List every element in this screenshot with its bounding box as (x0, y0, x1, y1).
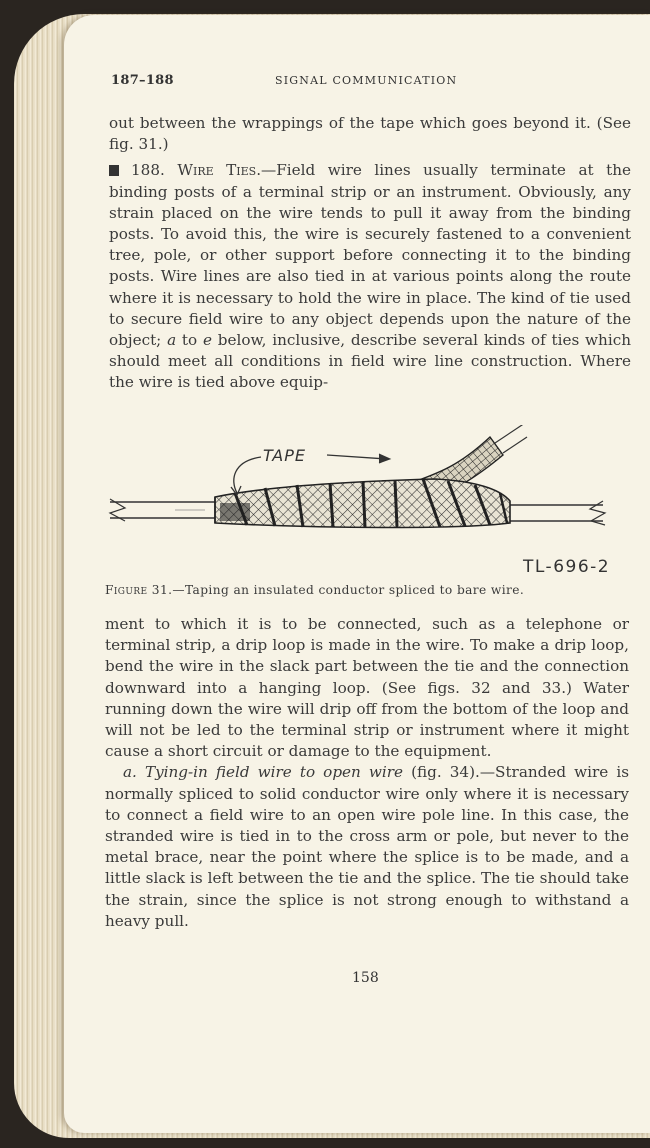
chapter-title: SIGNAL COMMUNICATION (275, 74, 458, 87)
bare-wire-left (110, 499, 225, 521)
paragraph-continuation: out between the wrappings of the tape which goes beyond it. (See fig. 31.) (109, 114, 631, 154)
figure-caption-text: —Taping an insulated conductor spliced to bare wire. (172, 583, 525, 597)
bare-wire-right (505, 501, 605, 525)
figure-31-illustration (105, 425, 635, 570)
tape-label: TAPE (263, 446, 307, 465)
paragraph-item-a (105, 762, 629, 932)
connector-to: to (176, 331, 203, 350)
paragraph-188 (109, 160, 631, 393)
section-heading: Wire Ties. (177, 161, 262, 180)
taped-splice (215, 479, 510, 528)
taped-splice-drawing (105, 425, 635, 570)
body-text-bottom (105, 614, 629, 932)
paragraph-188-text: —Field wire lines usually terminate at the binding posts of a terminal strip or an instrument. Obviously, any strain placed on the wire tends to pull it away from the binding posts. To avoid this, the wire is securely fastened to a convenient tree, pole, or other support before connecting it to the binding posts. Wire lines are also tied in at various points along the route where it is necessary to hold the wire in place. The kind of tie used to secure field wire to any object depends upon the nature of the object; (109, 161, 631, 350)
paragraph-drip-loop: ment to which it is to be connected, such as a telephone or terminal strip, a drip loop is made in the wire. To make a drip loop, bend the wire in the slack part between the tie and the connection downward into a hanging loop. (See figs. 32 and 33.) Water running down the wire will drip off from the bottom of the loop and will not be led to the terminal strip or instrument where it might cause a short circuit or damage to the equipment. (105, 615, 629, 761)
paragraph-188-text-end: below, inclusive, describe several kinds of ties which should meet all conditions in field wire line construction. Where the wire is tied above equip- (109, 331, 631, 392)
page-number: 158 (352, 970, 379, 986)
item-a-text: .—Stranded wire is normally spliced to solid conductor wire only where it is necessary to connect a field wire to an open wire pole line. In this case, the stranded wire is tied in to the cross arm or pole, but never to the metal brace, near the point where the splice is to be made, and a little slack is left between the tie and the splice. The tie should take the strain, since the splice is not strong enough to withstand a heavy pull. (105, 763, 630, 930)
item-letter-e: e (202, 331, 212, 350)
section-number: 188. (131, 161, 165, 180)
figure-label: Figure 31. (105, 583, 173, 597)
figure-reference-id: TL-696-2 (523, 557, 611, 577)
item-letter-a: a (167, 331, 177, 350)
body-text-top (109, 113, 631, 394)
item-a-figure-ref: (fig. 34) (403, 763, 476, 782)
section-marker-icon (109, 165, 119, 176)
item-a-heading: a. Tying-in field wire to open wire (123, 763, 403, 782)
running-header (111, 73, 466, 93)
figure-caption (105, 583, 631, 597)
page-range: 187–188 (111, 73, 174, 88)
